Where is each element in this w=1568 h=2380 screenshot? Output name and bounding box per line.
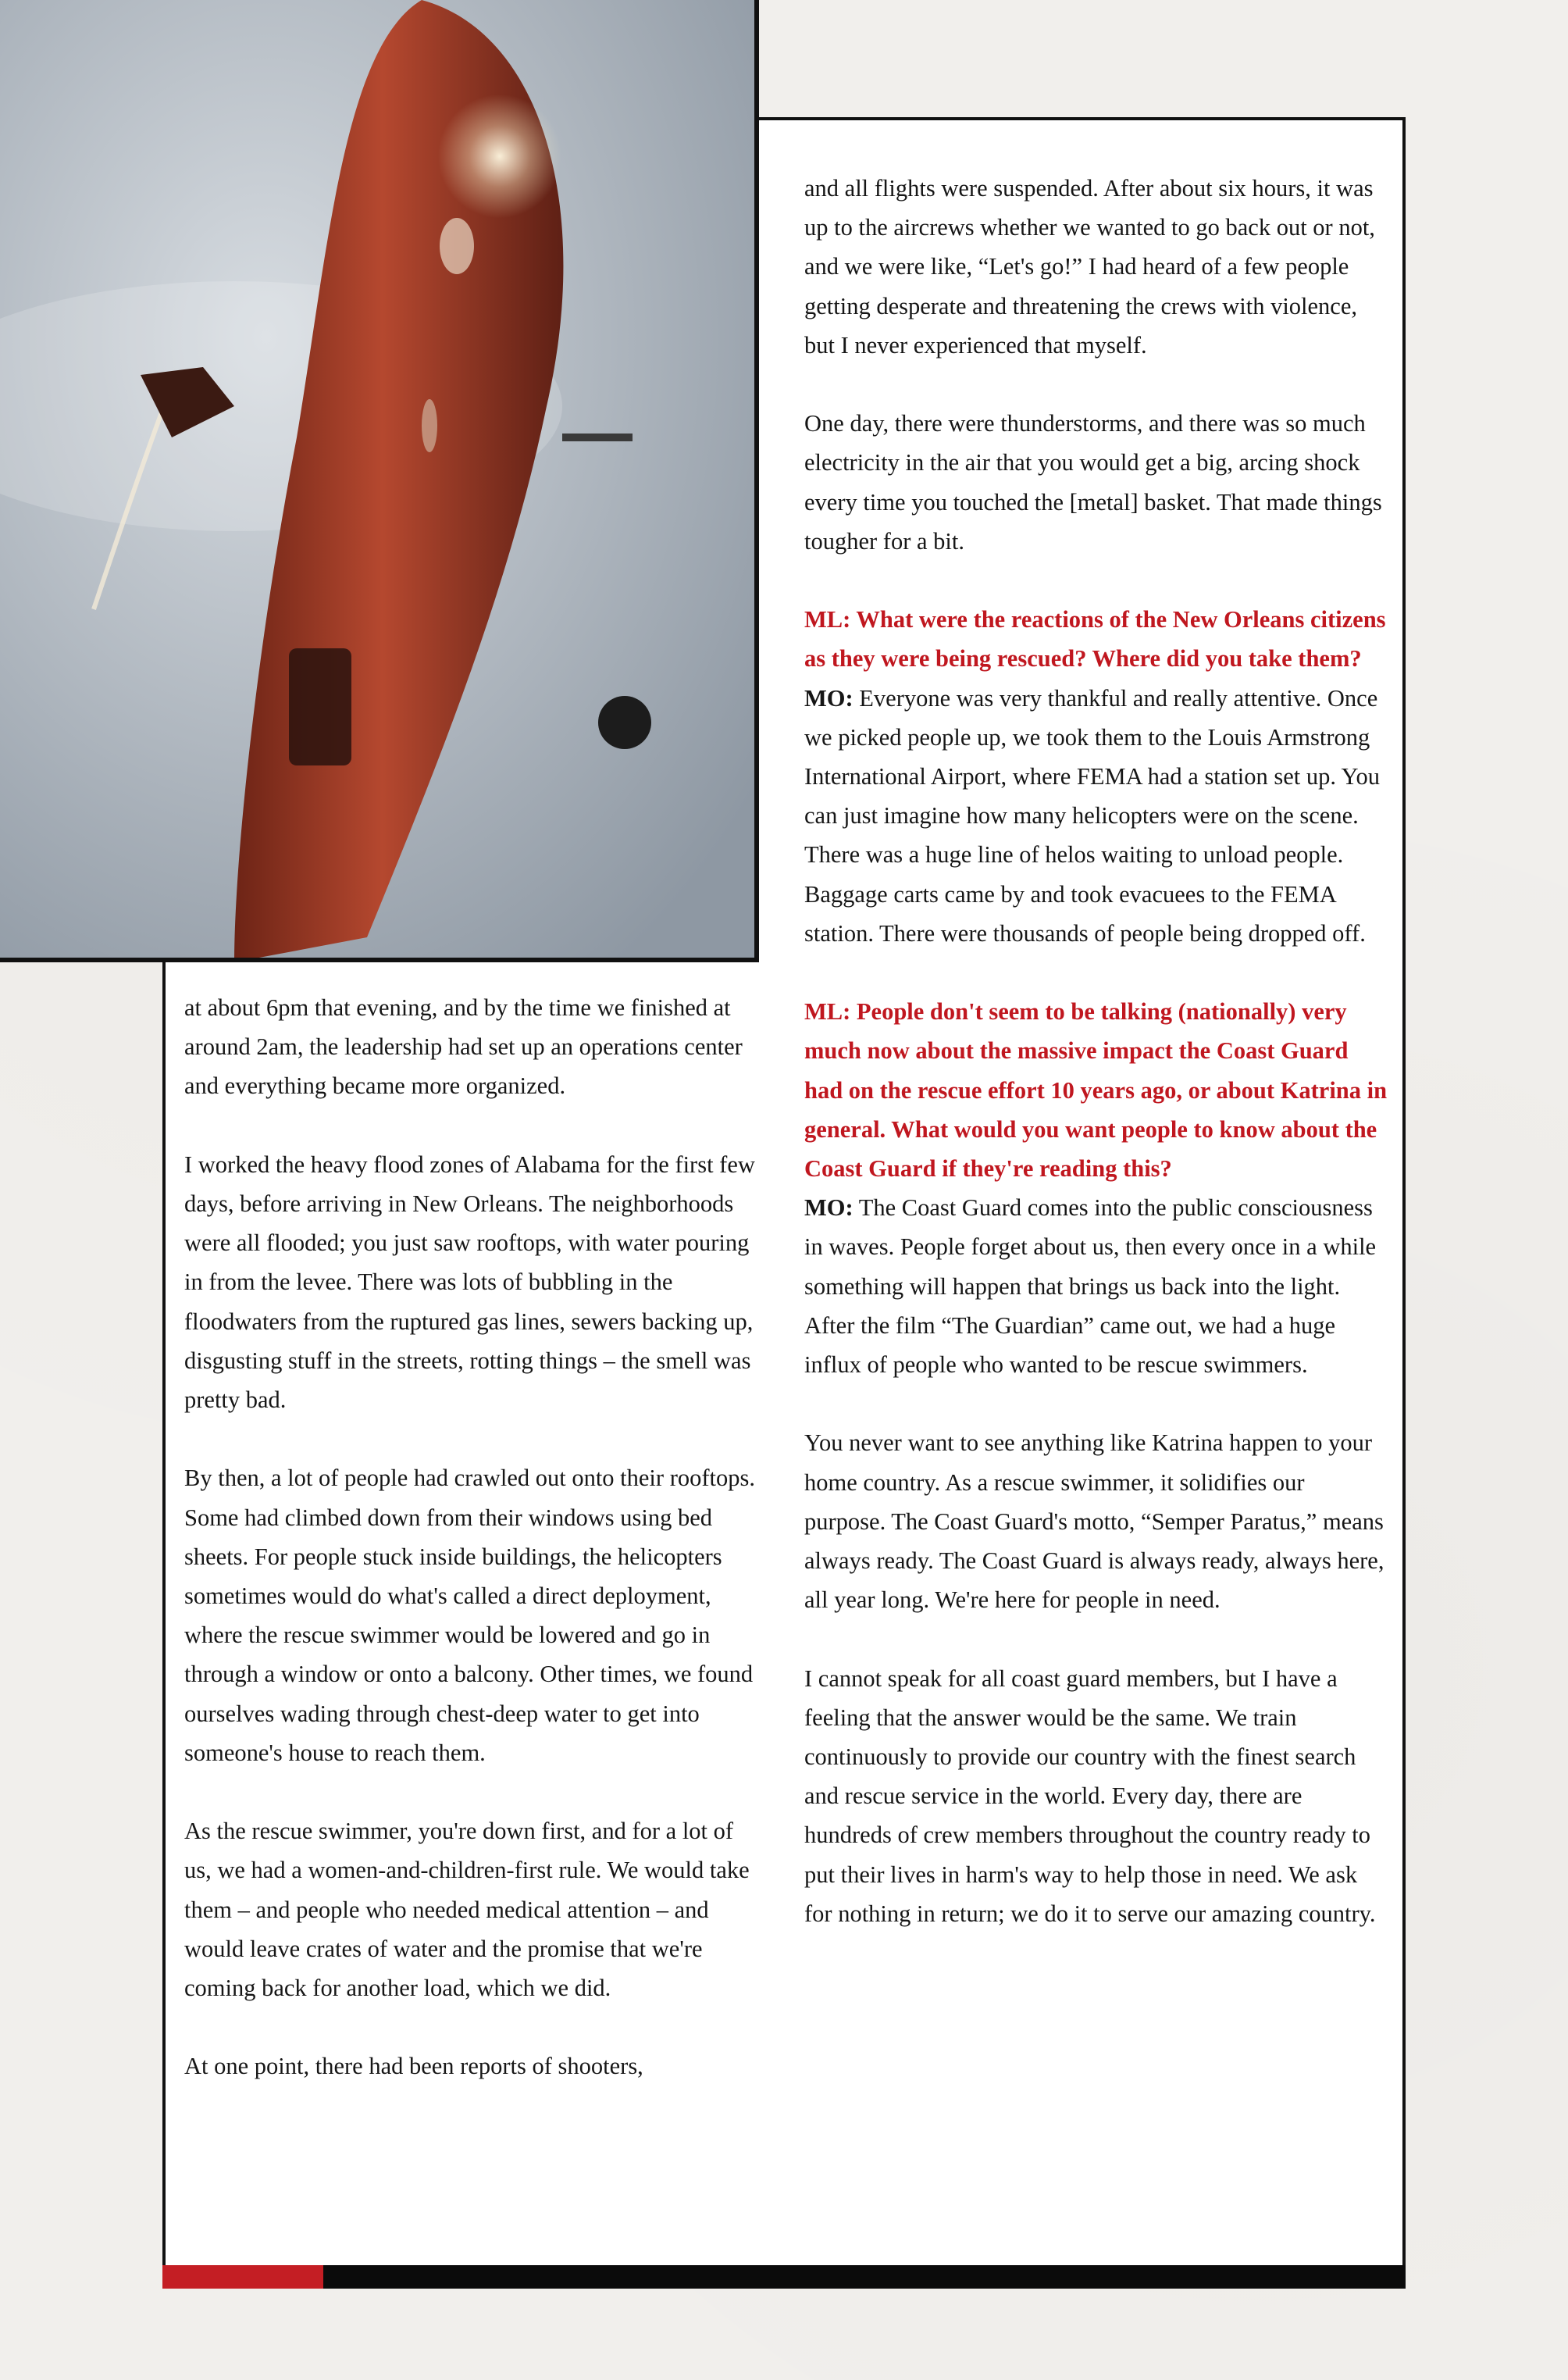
paragraph: You never want to see anything like Katrina happen to your home country. As a rescue swimmer, it solidifies our purpose. The Coast Guard's motto, “Semper Paratus,” means always ready. The Coast Guard is always ready, always here, all year long. We're here for people in need. bbox=[804, 1429, 1384, 1614]
answer-text: Everyone was very thankful and really attentive. Once we picked people up, we took them to the Louis Armstrong International Airport, where FEMA had a station set up. You can just imagine how many helicopters were on the scene. There was a huge line of helos waiting to unload people. Baggage carts came by and took evacuees to the FEMA station. There were thousands of people being dropped off. bbox=[804, 684, 1380, 947]
speaker-label: MO: bbox=[804, 1194, 853, 1222]
paragraph: At one point, there had been reports of shooters, bbox=[184, 2053, 643, 2080]
helicopter-illustration bbox=[0, 0, 759, 962]
paragraph: As the rescue swimmer, you're down first, and for a lot of us, we had a women-and-children-first rule. We would take them – and people who needed medical attention – and would leave crates of water and the promise that we're coming back for another load, which we did. bbox=[184, 1818, 750, 2002]
sunlight-glare bbox=[437, 94, 562, 219]
right-column bbox=[804, 169, 1390, 1972]
interview-question: ML: What were the reactions of the New Orleans citizens as they were being rescued? Where did you take them? bbox=[804, 606, 1386, 673]
interview-question: ML: People don't seem to be talking (nationally) very much now about the massive impact the Coast Guard had on the rescue effort 10 years ago, or about Katrina in general. What would you want people to know about the Coast Guard if they're reading this? bbox=[804, 998, 1388, 1183]
answer-text: The Coast Guard comes into the public consciousness in waves. People forget about us, then every once in a while something will happen that brings us back into the light. After the film “The Guardian” came out, we had a huge influx of people who wanted to be rescue swimmers. bbox=[804, 1194, 1377, 1379]
speaker-label: MO: bbox=[804, 684, 853, 712]
paragraph: By then, a lot of people had crawled out onto their rooftops. Some had climbed down from their windows using bed sheets. For people stuck inside buildings, the helicopters sometimes would do what's called a direct deployment, where the rescue swimmer would be lowered and go in through a window or onto a balcony. Other times, we found ourselves wading through chest-deep water to get into someone's house to reach them. bbox=[184, 1465, 755, 1766]
wheel bbox=[598, 696, 651, 749]
paragraph: I cannot speak for all coast guard members, but I have a feeling that the answer would be the same. We train continuously to provide our country with the finest search and rescue service in the world. Every day, there are hundreds of crew members throughout the country ready to put their lives in harm's way to help those in need. We ask for nothing in return; we do it to serve our amazing country. bbox=[804, 1665, 1376, 1927]
paragraph: and all flights were suspended. After about six hours, it was up to the aircrews whether we wanted to go back out or not, and we were like, “Let's go!” I had heard of a few people getting desperate and threatening the crews with violence, but I never experienced that myself. bbox=[804, 175, 1375, 359]
hull-window bbox=[440, 218, 474, 274]
interview-answer bbox=[804, 1188, 1390, 1384]
paragraph: I worked the heavy flood zones of Alabama for the first few days, before arriving in New Orleans. The neighborhoods were all flooded; you just saw rooftops, with water pouring in from the levee. There was lots of bubbling in the floodwaters from the ruptured gas lines, sewers backing up, disgusting stuff in the streets, rotting things – the smell was pretty bad. bbox=[184, 1151, 755, 1414]
landing-gear bbox=[289, 648, 351, 765]
left-column bbox=[184, 988, 762, 2125]
hull-light bbox=[422, 399, 437, 452]
footer-accent bbox=[162, 2265, 323, 2289]
paragraph: One day, there were thunderstorms, and there was so much electricity in the air that you would get a big, arcing shock every time you touched the [metal] basket. That made things tougher for a bit. bbox=[804, 410, 1382, 555]
footer-bar bbox=[162, 2265, 1406, 2289]
helicopter-photo bbox=[0, 0, 759, 962]
antenna bbox=[562, 434, 633, 441]
paragraph: at about 6pm that evening, and by the time we finished at around 2am, the leadership had set up an operations center and everything became more organized. bbox=[184, 994, 743, 1100]
interview-answer bbox=[804, 679, 1390, 953]
